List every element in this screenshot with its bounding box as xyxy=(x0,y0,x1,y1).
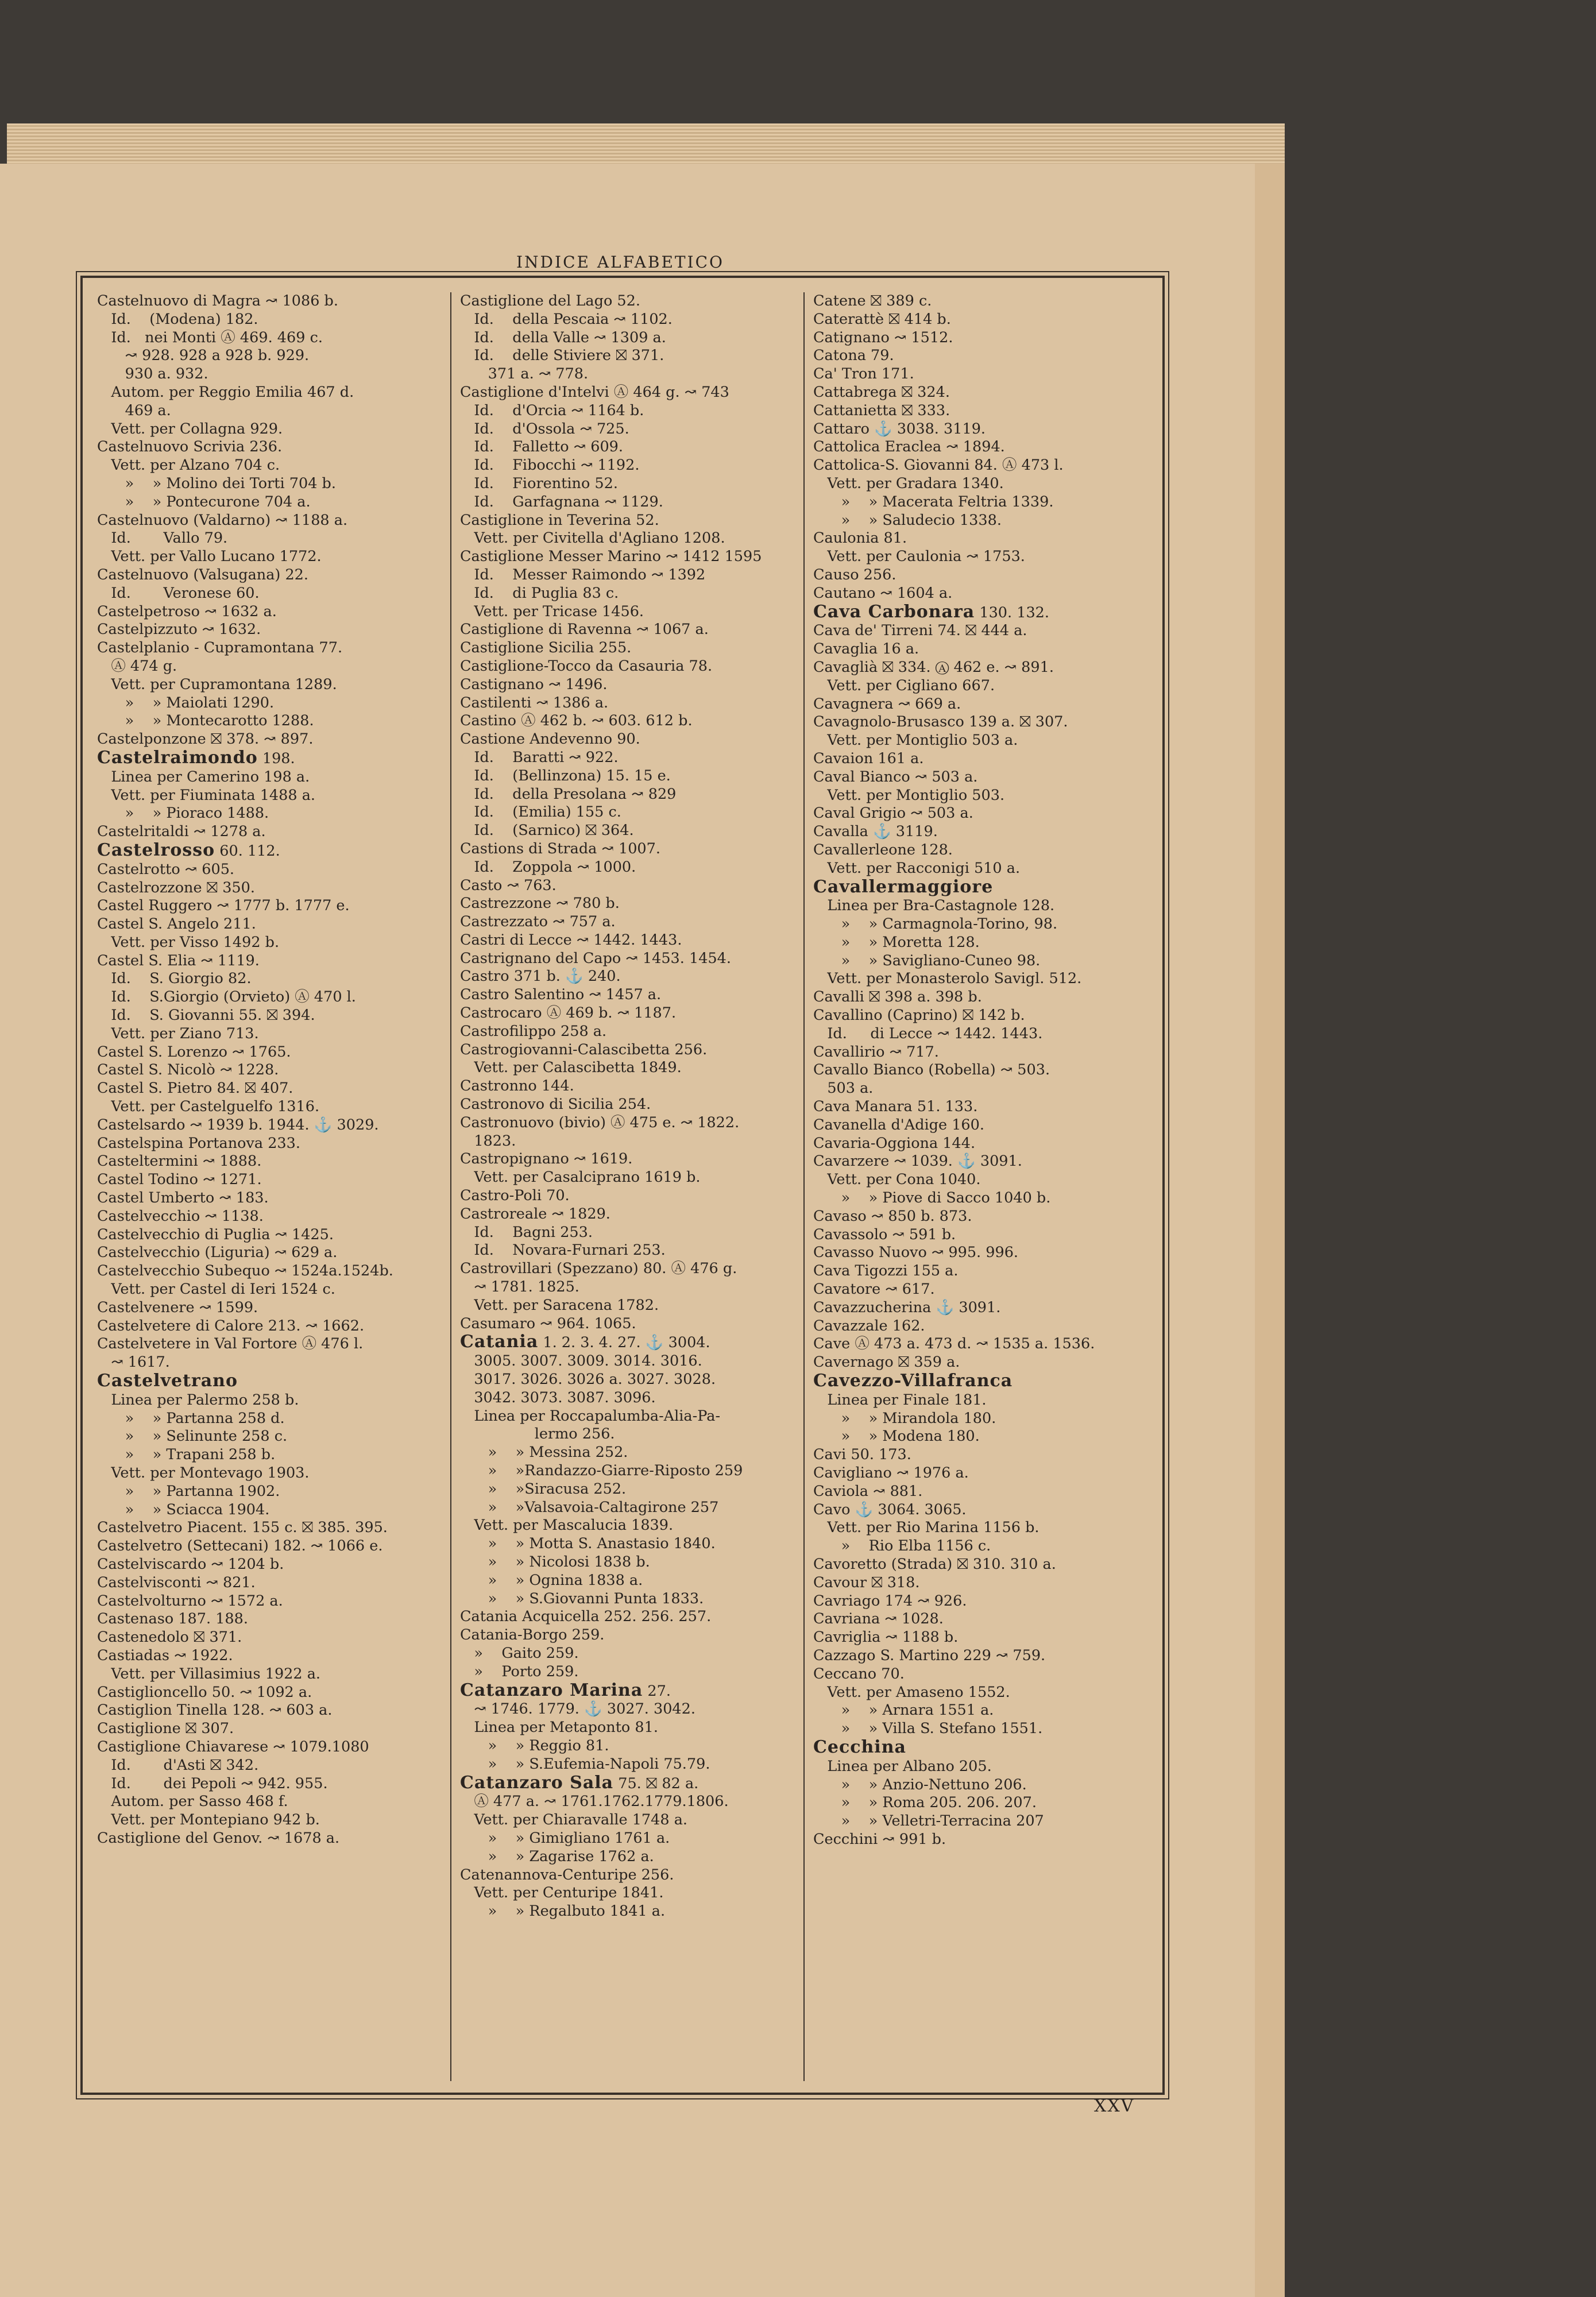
index-entry: Castelspina Portanova 233. xyxy=(97,1134,300,1152)
index-entry: Cazzago S. Martino 229 ↝ 759. xyxy=(813,1646,1046,1664)
index-entry: Ⓐ 477 a. ↝ 1761.1762.1779.1806. xyxy=(460,1793,729,1811)
index-entry: Cavaglia 16 a. xyxy=(813,640,919,658)
index-entry: » » Ognina 1838 a. xyxy=(460,1571,643,1589)
index-entry: Autom. per Reggio Emilia 467 d. xyxy=(97,383,354,401)
index-entry: Id. di Puglia 83 c. xyxy=(460,584,619,602)
index-entry: Castiglione del Genov. ↝ 1678 a. xyxy=(97,1829,340,1847)
index-entry: Vett. per Montevago 1903. xyxy=(97,1464,310,1482)
index-entry: 3005. 3007. 3009. 3014. 3016. xyxy=(460,1352,702,1370)
index-entry: » » Roma 205. 206. 207. xyxy=(813,1794,1037,1812)
index-entry: Id. d'Ossola ↝ 725. xyxy=(460,420,629,438)
index-entry: Castelritaldi ↝ 1278 a. xyxy=(97,823,266,841)
index-entry: Castelrozzone ⛝ 350. xyxy=(97,879,255,896)
index-entry: Cavriago 174 ↝ 926. xyxy=(813,1592,967,1610)
index-entry: ↝ 1617. xyxy=(97,1354,170,1371)
index-entry: ↝ 1746. 1779. ⚓ 3027. 3042. xyxy=(460,1700,695,1718)
index-entry: Cavalla ⚓ 3119. xyxy=(813,823,938,841)
index-entry: Vett. per Montiglio 503. xyxy=(813,786,1005,804)
index-entry: » » Gimigliano 1761 a. xyxy=(460,1829,670,1847)
index-entry: Castelvenere ↝ 1599. xyxy=(97,1298,258,1316)
index-entry: Castelrosso 60. 112. xyxy=(97,840,280,860)
index-entry: Cavazzucherina ⚓ 3091. xyxy=(813,1298,1001,1316)
index-entry: » » Moretta 128. xyxy=(813,933,980,951)
index-entry: Castelvetro (Settecani) 182. ↝ 1066 e. xyxy=(97,1537,383,1555)
index-entry: » » Carmagnola-Torino, 98. xyxy=(813,915,1058,933)
index-entry: Cavaglià ⛝ 334. Ⓐ 462 e. ↝ 891. xyxy=(813,658,1054,676)
index-entry: Cavallo Bianco (Robella) ↝ 503. xyxy=(813,1061,1050,1079)
index-entry: » » Montecarotto 1288. xyxy=(97,712,314,730)
index-entry: Castiadas ↝ 1922. xyxy=(97,1646,233,1664)
index-entry: Castel S. Lorenzo ↝ 1765. xyxy=(97,1043,291,1061)
index-entry: Castro-Poli 70. xyxy=(460,1187,570,1205)
index-entry: Cavezzo-Villafranca xyxy=(813,1371,1013,1391)
index-entry: Casteltermini ↝ 1888. xyxy=(97,1153,262,1170)
index-entry: Id. Fiorentino 52. xyxy=(460,474,618,492)
index-entry: Castione Andevenno 90. xyxy=(460,730,640,748)
index-entry: Cattanietta ⛝ 333. xyxy=(813,401,950,419)
index-entry: Castrovillari (Spezzano) 80. Ⓐ 476 g. xyxy=(460,1260,737,1278)
index-column-2 xyxy=(450,292,799,2081)
index-entry: Id. Garfagnana ↝ 1129. xyxy=(460,493,663,511)
index-entry: Vett. per Montepiano 942 b. xyxy=(97,1811,320,1829)
index-entry: Vett. per Visso 1492 b. xyxy=(97,933,280,951)
running-head: INDICE ALFABETICO xyxy=(516,253,724,272)
index-entry: Caval Grigio ↝ 503 a. xyxy=(813,805,973,822)
index-entry: » » Villa S. Stefano 1551. xyxy=(813,1720,1043,1738)
index-entry: Cavigliano ↝ 1976 a. xyxy=(813,1464,969,1482)
index-entry: Catanzaro Marina 27. xyxy=(460,1680,671,1700)
index-entry: » »Siracusa 252. xyxy=(460,1480,627,1498)
index-entry: ↝ 928. 928 a 928 b. 929. xyxy=(97,347,310,365)
index-entry: Casumaro ↝ 964. 1065. xyxy=(460,1314,636,1332)
index-entry: Cavallirio ↝ 717. xyxy=(813,1043,939,1061)
index-entry: » » Velletri-Terracina 207 xyxy=(813,1812,1044,1830)
index-entry: Castenedolo ⛝ 371. xyxy=(97,1629,242,1646)
index-entry: Id. della Pescaia ↝ 1102. xyxy=(460,310,673,328)
index-entry: Cavi 50. 173. xyxy=(813,1446,911,1464)
index-entry: Id. Bagni 253. xyxy=(460,1223,593,1241)
index-entry: Castiglione d'Intelvi Ⓐ 464 g. ↝ 743 xyxy=(460,383,729,401)
index-entry: Cecchini ↝ 991 b. xyxy=(813,1830,946,1848)
index-entry: Cavaso ↝ 850 b. 873. xyxy=(813,1207,972,1225)
index-entry: Castelvetere in Val Fortore Ⓐ 476 l. xyxy=(97,1335,364,1353)
index-entry: Id. Falletto ↝ 609. xyxy=(460,438,624,456)
index-entry: Id. d'Orcia ↝ 1164 b. xyxy=(460,401,644,419)
index-entry: » » Mirandola 180. xyxy=(813,1409,996,1427)
index-entry: Vett. per Gradara 1340. xyxy=(813,474,1004,492)
index-entry: Castelvecchio (Liguria) ↝ 629 a. xyxy=(97,1244,338,1262)
index-entry: » » Savigliano-Cuneo 98. xyxy=(813,952,1041,969)
index-entry: Cavriglia ↝ 1188 b. xyxy=(813,1629,959,1646)
index-entry: Castel Ruggero ↝ 1777 b. 1777 e. xyxy=(97,897,350,915)
index-entry: 930 a. 932. xyxy=(97,365,208,383)
index-entry: Castelvetrano xyxy=(97,1371,238,1391)
index-entry: Id. S.Giorgio (Orvieto) Ⓐ 470 l. xyxy=(97,988,356,1006)
index-entry: Vett. per Castelguelfo 1316. xyxy=(97,1098,320,1116)
index-entry: Id. (Modena) 182. xyxy=(97,310,258,328)
index-entry: Vett. per Collagna 929. xyxy=(97,420,283,438)
index-entry: Castropignano ↝ 1619. xyxy=(460,1150,633,1168)
index-entry: Cavo ⚓ 3064. 3065. xyxy=(813,1501,967,1518)
index-entry: » » Regalbuto 1841 a. xyxy=(460,1902,666,1920)
index-entry: » » Reggio 81. xyxy=(460,1737,609,1754)
index-entry: Linea per Roccapalumba-Alia-Pa- xyxy=(460,1407,721,1425)
index-entry: Castelnuovo (Valdarno) ↝ 1188 a. xyxy=(97,511,348,529)
index-entry: Id. di Lecce ↝ 1442. 1443. xyxy=(813,1024,1043,1042)
index-entry: Cattolica Eraclea ↝ 1894. xyxy=(813,438,1005,456)
index-entry: Vett. per Fiuminata 1488 a. xyxy=(97,786,315,804)
index-entry: Caterattè ⛝ 414 b. xyxy=(813,310,951,328)
index-entry: Caviola ↝ 881. xyxy=(813,1482,923,1500)
index-entry: Catanzaro Sala 75. ⛝ 82 a. xyxy=(460,1772,699,1793)
index-entry: Id. Baratti ↝ 922. xyxy=(460,748,619,766)
index-entry: » » Anzio-Nettuno 206. xyxy=(813,1776,1027,1793)
index-entry: Autom. per Sasso 468 f. xyxy=(97,1793,288,1811)
index-entry: Linea per Metaponto 81. xyxy=(460,1719,658,1737)
index-entry: Castel S. Angelo 211. xyxy=(97,915,256,933)
index-entry: » » Messina 252. xyxy=(460,1444,628,1461)
index-entry: Castelplanio - Cupramontana 77. xyxy=(97,639,343,657)
index-entry: Id. nei Monti Ⓐ 469. 469 c. xyxy=(97,328,323,346)
index-entry: Catona 79. xyxy=(813,347,894,365)
index-entry: Vett. per Racconigi 510 a. xyxy=(813,859,1021,877)
index-entry: Castro 371 b. ⚓ 240. xyxy=(460,968,621,985)
index-entry: Id. (Bellinzona) 15. 15 e. xyxy=(460,767,671,784)
index-entry: Castiglioncello 50. ↝ 1092 a. xyxy=(97,1683,312,1701)
index-entry: Vett. per Cigliano 667. xyxy=(813,676,995,694)
index-entry: Casto ↝ 763. xyxy=(460,876,557,894)
index-entry: Castrignano del Capo ↝ 1453. 1454. xyxy=(460,949,731,967)
index-entry: Id. Veronese 60. xyxy=(97,584,260,602)
book-page xyxy=(0,164,1255,2297)
index-entry: Vett. per Montiglio 503 a. xyxy=(813,732,1018,749)
index-entry: Castilenti ↝ 1386 a. xyxy=(460,694,609,711)
index-frame xyxy=(80,276,1165,2095)
index-entry: » » Modena 180. xyxy=(813,1428,980,1445)
index-entry: Id. d'Asti ⛝ 342. xyxy=(97,1756,259,1774)
index-entry: Linea per Palermo 258 b. xyxy=(97,1391,299,1409)
index-entry: Ceccano 70. xyxy=(813,1665,905,1683)
index-entry: Cattabrega ⛝ 324. xyxy=(813,383,950,401)
index-entry: Cavarzere ↝ 1039. ⚓ 3091. xyxy=(813,1153,1022,1170)
index-entry: Id. Messer Raimondo ↝ 1392 xyxy=(460,566,706,583)
index-entry: Castiglione Chiavarese ↝ 1079.1080 xyxy=(97,1738,369,1755)
index-entry: Castelnuovo Scrivia 236. xyxy=(97,438,283,456)
index-entry: Castrocaro Ⓐ 469 b. ↝ 1187. xyxy=(460,1004,677,1022)
index-entry: Castel S. Nicolò ↝ 1228. xyxy=(97,1061,279,1079)
index-entry: Cavernago ⛝ 359 a. xyxy=(813,1354,960,1371)
index-entry: Castino Ⓐ 462 b. ↝ 603. 612 b. xyxy=(460,712,693,730)
index-entry: » » Pontecurone 704 a. xyxy=(97,493,311,511)
index-entry: Castelvolturno ↝ 1572 a. xyxy=(97,1592,283,1610)
index-entry: Castrogiovanni-Calascibetta 256. xyxy=(460,1041,708,1058)
index-entry: Caval Bianco ↝ 503 a. xyxy=(813,768,978,786)
index-entry: 1823. xyxy=(460,1132,516,1150)
index-entry: Cautano ↝ 1604 a. xyxy=(813,584,953,602)
index-entry: Catene ⛝ 389 c. xyxy=(813,292,932,310)
index-entry: » » Trapani 258 b. xyxy=(97,1446,276,1464)
index-entry: Cecchina xyxy=(813,1737,906,1757)
index-entry: Linea per Albano 205. xyxy=(813,1757,992,1775)
index-entry: Vett. per Cona 1040. xyxy=(813,1171,981,1189)
index-entry: Catania Acquicella 252. 256. 257. xyxy=(460,1608,712,1626)
index-entry: Castelvisconti ↝ 821. xyxy=(97,1573,256,1591)
index-entry: Cavaria-Oggiona 144. xyxy=(813,1134,976,1152)
index-entry: Castelraimondo 198. xyxy=(97,747,295,768)
index-entry: Id. Fibocchi ↝ 1192. xyxy=(460,457,640,474)
index-entry: Castignano ↝ 1496. xyxy=(460,675,608,693)
index-entry: Cavallerleone 128. xyxy=(813,841,953,859)
index-entry: Id. della Presolana ↝ 829 xyxy=(460,785,677,803)
index-entry: Castro Salentino ↝ 1457 a. xyxy=(460,986,662,1004)
index-entry: Castiglione di Ravenna ↝ 1067 a. xyxy=(460,621,709,639)
index-entry: » »Randazzo-Giarre-Riposto 259 xyxy=(460,1462,743,1479)
index-entry: » Porto 259. xyxy=(460,1662,579,1680)
index-entry: » » Arnara 1551 a. xyxy=(813,1702,994,1719)
index-entry: Cavriana ↝ 1028. xyxy=(813,1610,944,1628)
index-entry: ↝ 1781. 1825. xyxy=(460,1278,579,1296)
index-entry: » » Motta S. Anastasio 1840. xyxy=(460,1535,716,1553)
index-entry: Id. S. Giovanni 55. ⛝ 394. xyxy=(97,1007,315,1024)
index-entry: Id. Novara-Furnari 253. xyxy=(460,1242,666,1259)
index-entry: Cava Carbonara 130. 132. xyxy=(813,601,1050,622)
index-entry: Linea per Camerino 198 a. xyxy=(97,768,310,786)
index-entry: Vett. per Chiaravalle 1748 a. xyxy=(460,1811,688,1829)
index-entry: Cave Ⓐ 473 a. 473 d. ↝ 1535 a. 1536. xyxy=(813,1335,1095,1353)
index-entry: » Gaito 259. xyxy=(460,1644,579,1662)
index-entry: Catania-Borgo 259. xyxy=(460,1626,605,1644)
index-entry: lermo 256. xyxy=(460,1425,615,1443)
index-entry: Cattaro ⚓ 3038. 3119. xyxy=(813,420,986,438)
index-entry: » » Maiolati 1290. xyxy=(97,694,275,711)
index-entry: » » Partanna 258 d. xyxy=(97,1409,285,1427)
index-entry: Vett. per Cupramontana 1289. xyxy=(97,675,337,693)
index-entry: 371 a. ↝ 778. xyxy=(460,365,589,383)
index-entry: » » S.Giovanni Punta 1833. xyxy=(460,1590,704,1607)
index-entry: Vett. per Amaseno 1552. xyxy=(813,1683,1010,1701)
index-entry: » » Nicolosi 1838 b. xyxy=(460,1553,650,1571)
index-entry: Castiglione in Teverina 52. xyxy=(460,511,659,529)
index-entry: » » Piove di Sacco 1040 b. xyxy=(813,1189,1051,1207)
index-entry: Castronovo di Sicilia 254. xyxy=(460,1096,651,1113)
index-entry: » » Sciacca 1904. xyxy=(97,1501,270,1518)
index-entry: Castrezzone ↝ 780 b. xyxy=(460,895,620,912)
index-entry: Castelponzone ⛝ 378. ↝ 897. xyxy=(97,730,314,748)
index-entry: » » Macerata Feltria 1339. xyxy=(813,493,1054,511)
index-entry: Id. (Sarnico) ⛝ 364. xyxy=(460,822,634,840)
index-entry: Vett. per Vallo Lucano 1772. xyxy=(97,548,322,566)
index-entry: Castel S. Pietro 84. ⛝ 407. xyxy=(97,1080,293,1097)
index-entry: Causo 256. xyxy=(813,566,896,583)
index-entry: » Rio Elba 1156 c. xyxy=(813,1537,991,1555)
index-entry: Vett. per Mascalucia 1839. xyxy=(460,1517,674,1534)
index-entry: Vett. per Caulonia ↝ 1753. xyxy=(813,548,1025,566)
index-entry: Castel Todino ↝ 1271. xyxy=(97,1171,262,1189)
index-entry: » » Pioraco 1488. xyxy=(97,805,269,822)
index-entry: Vett. per Saracena 1782. xyxy=(460,1296,659,1314)
index-entry: Cava de' Tirreni 74. ⛝ 444 a. xyxy=(813,622,1027,640)
page-stack-edge xyxy=(7,123,1285,164)
index-entry: » » S.Eufemia-Napoli 75.79. xyxy=(460,1755,710,1773)
index-entry: Id. dei Pepoli ↝ 942. 955. xyxy=(97,1774,328,1792)
index-entry: Id. Zoppola ↝ 1000. xyxy=(460,858,636,876)
index-entry: Cavassolo ↝ 591 b. xyxy=(813,1225,956,1243)
index-column-3 xyxy=(803,292,1152,2081)
index-entry: Cava Tigozzi 155 a. xyxy=(813,1262,959,1280)
index-entry: Vett. per Centuripe 1841. xyxy=(460,1884,664,1902)
index-entry: Cavazzale 162. xyxy=(813,1317,925,1335)
index-entry: Ⓐ 474 g. xyxy=(97,657,177,675)
index-entry: Castelnuovo (Valsugana) 22. xyxy=(97,566,309,583)
index-entry: Castelvecchio ↝ 1138. xyxy=(97,1207,264,1225)
index-entry: » » Saludecio 1338. xyxy=(813,511,1002,529)
index-entry: Castelnuovo di Magra ↝ 1086 b. xyxy=(97,292,338,310)
index-entry: Cava Manara 51. 133. xyxy=(813,1098,978,1116)
index-entry: Castelrotto ↝ 605. xyxy=(97,860,235,878)
index-entry: Castronuovo (bivio) Ⓐ 475 e. ↝ 1822. xyxy=(460,1113,740,1131)
index-entry: Castelpizzuto ↝ 1632. xyxy=(97,621,261,639)
index-entry: Ca' Tron 171. xyxy=(813,365,914,383)
index-entry: Castrofilippo 258 a. xyxy=(460,1022,607,1040)
index-entry: Vett. per Casalciprano 1619 b. xyxy=(460,1169,701,1186)
index-entry: Castelsardo ↝ 1939 b. 1944. ⚓ 3029. xyxy=(97,1116,379,1134)
index-entry: 3017. 3026. 3026 a. 3027. 3028. xyxy=(460,1371,716,1389)
page-number: XXV xyxy=(1094,2096,1135,2116)
index-entry: Cavallino (Caprino) ⛝ 142 b. xyxy=(813,1007,1025,1024)
index-entry: Vett. per Villasimius 1922 a. xyxy=(97,1665,321,1683)
index-entry: 3042. 3073. 3087. 3096. xyxy=(460,1389,656,1406)
index-entry: » » Zagarise 1762 a. xyxy=(460,1847,654,1865)
index-entry: Castelvecchio di Puglia ↝ 1425. xyxy=(97,1225,334,1243)
index-entry: Vett. per Tricase 1456. xyxy=(460,602,644,620)
index-entry: Cavalli ⛝ 398 a. 398 b. xyxy=(813,988,982,1006)
index-entry: Vett. per Ziano 713. xyxy=(97,1024,259,1042)
index-entry: Cavagnera ↝ 669 a. xyxy=(813,695,961,713)
index-entry: Cavasso Nuovo ↝ 995. 996. xyxy=(813,1244,1019,1262)
index-entry: Castelvetro Piacent. 155 c. ⛝ 385. 395. xyxy=(97,1519,388,1537)
index-entry: » » Molino dei Torti 704 b. xyxy=(97,474,336,492)
index-entry: Cavatore ↝ 617. xyxy=(813,1281,935,1298)
index-entry: Castrezzato ↝ 757 a. xyxy=(460,913,616,931)
index-entry: Id. Vallo 79. xyxy=(97,529,228,547)
index-entry: Catignano ↝ 1512. xyxy=(813,328,953,346)
index-entry: Id. S. Giorgio 82. xyxy=(97,970,252,988)
index-entry: Castiglione del Lago 52. xyxy=(460,292,640,310)
index-entry: Id. della Valle ↝ 1309 a. xyxy=(460,328,666,346)
index-entry: 469 a. xyxy=(97,401,171,419)
index-entry: Cavoretto (Strada) ⛝ 310. 310 a. xyxy=(813,1555,1056,1573)
index-entry: Cavagnolo-Brusasco 139 a. ⛝ 307. xyxy=(813,713,1068,731)
index-entry: Linea per Bra-Castagnole 128. xyxy=(813,897,1055,915)
index-column-1 xyxy=(97,292,436,2081)
index-entry: Castenaso 187. 188. xyxy=(97,1610,248,1628)
index-entry: Vett. per Monasterolo Savigl. 512. xyxy=(813,970,1082,988)
index-entry: Caulonia 81. xyxy=(813,529,907,547)
index-entry: Cavour ⛝ 318. xyxy=(813,1573,920,1591)
index-entry: Castri di Lecce ↝ 1442. 1443. xyxy=(460,931,682,949)
index-entry: Catania 1. 2. 3. 4. 27. ⚓ 3004. xyxy=(460,1332,710,1352)
index-entry: Cavaion 161 a. xyxy=(813,749,924,767)
index-entry: Id. (Emilia) 155 c. xyxy=(460,803,621,821)
index-entry: » »Valsavoia-Caltagirone 257 xyxy=(460,1498,719,1516)
index-entry: Castiglione-Tocco da Casauria 78. xyxy=(460,657,713,675)
index-entry: Castel Umberto ↝ 183. xyxy=(97,1189,269,1207)
index-entry: Cattolica-S. Giovanni 84. Ⓐ 473 l. xyxy=(813,457,1064,474)
index-entry: » » Partanna 1902. xyxy=(97,1482,280,1500)
index-entry: Castiglione ⛝ 307. xyxy=(97,1720,234,1738)
index-entry: Linea per Finale 181. xyxy=(813,1391,987,1409)
index-entry: Vett. per Civitella d'Agliano 1208. xyxy=(460,529,725,547)
index-entry: Castiglione Sicilia 255. xyxy=(460,639,632,657)
index-entry: Castelvecchio Subequo ↝ 1524a.1524b. xyxy=(97,1262,393,1280)
index-entry: Cavanella d'Adige 160. xyxy=(813,1116,984,1134)
index-entry: Vett. per Castel di Ieri 1524 c. xyxy=(97,1281,335,1298)
index-entry: Vett. per Alzano 704 c. xyxy=(97,457,280,474)
index-entry: Catenannova-Centuripe 256. xyxy=(460,1866,674,1884)
index-entry: 503 a. xyxy=(813,1080,874,1097)
index-entry: Castelviscardo ↝ 1204 b. xyxy=(97,1555,284,1573)
index-entry: Cavallermaggiore xyxy=(813,876,994,897)
index-entry: Castions di Strada ↝ 1007. xyxy=(460,840,660,857)
index-entry: Vett. per Calascibetta 1849. xyxy=(460,1059,682,1077)
index-entry: Vett. per Rio Marina 1156 b. xyxy=(813,1519,1039,1537)
index-entry: Castroreale ↝ 1829. xyxy=(460,1205,610,1223)
index-entry: Castel S. Elia ↝ 1119. xyxy=(97,952,260,969)
index-entry: » » Selinunte 258 c. xyxy=(97,1428,288,1445)
index-entry: Id. delle Stiviere ⛝ 371. xyxy=(460,347,664,365)
index-entry: Castelvetere di Calore 213. ↝ 1662. xyxy=(97,1317,365,1335)
index-entry: Castiglion Tinella 128. ↝ 603 a. xyxy=(97,1702,333,1719)
index-entry: Castelpetroso ↝ 1632 a. xyxy=(97,602,277,620)
index-entry: Castiglione Messer Marino ↝ 1412 1595 xyxy=(460,548,762,566)
index-entry: Castronno 144. xyxy=(460,1077,574,1095)
